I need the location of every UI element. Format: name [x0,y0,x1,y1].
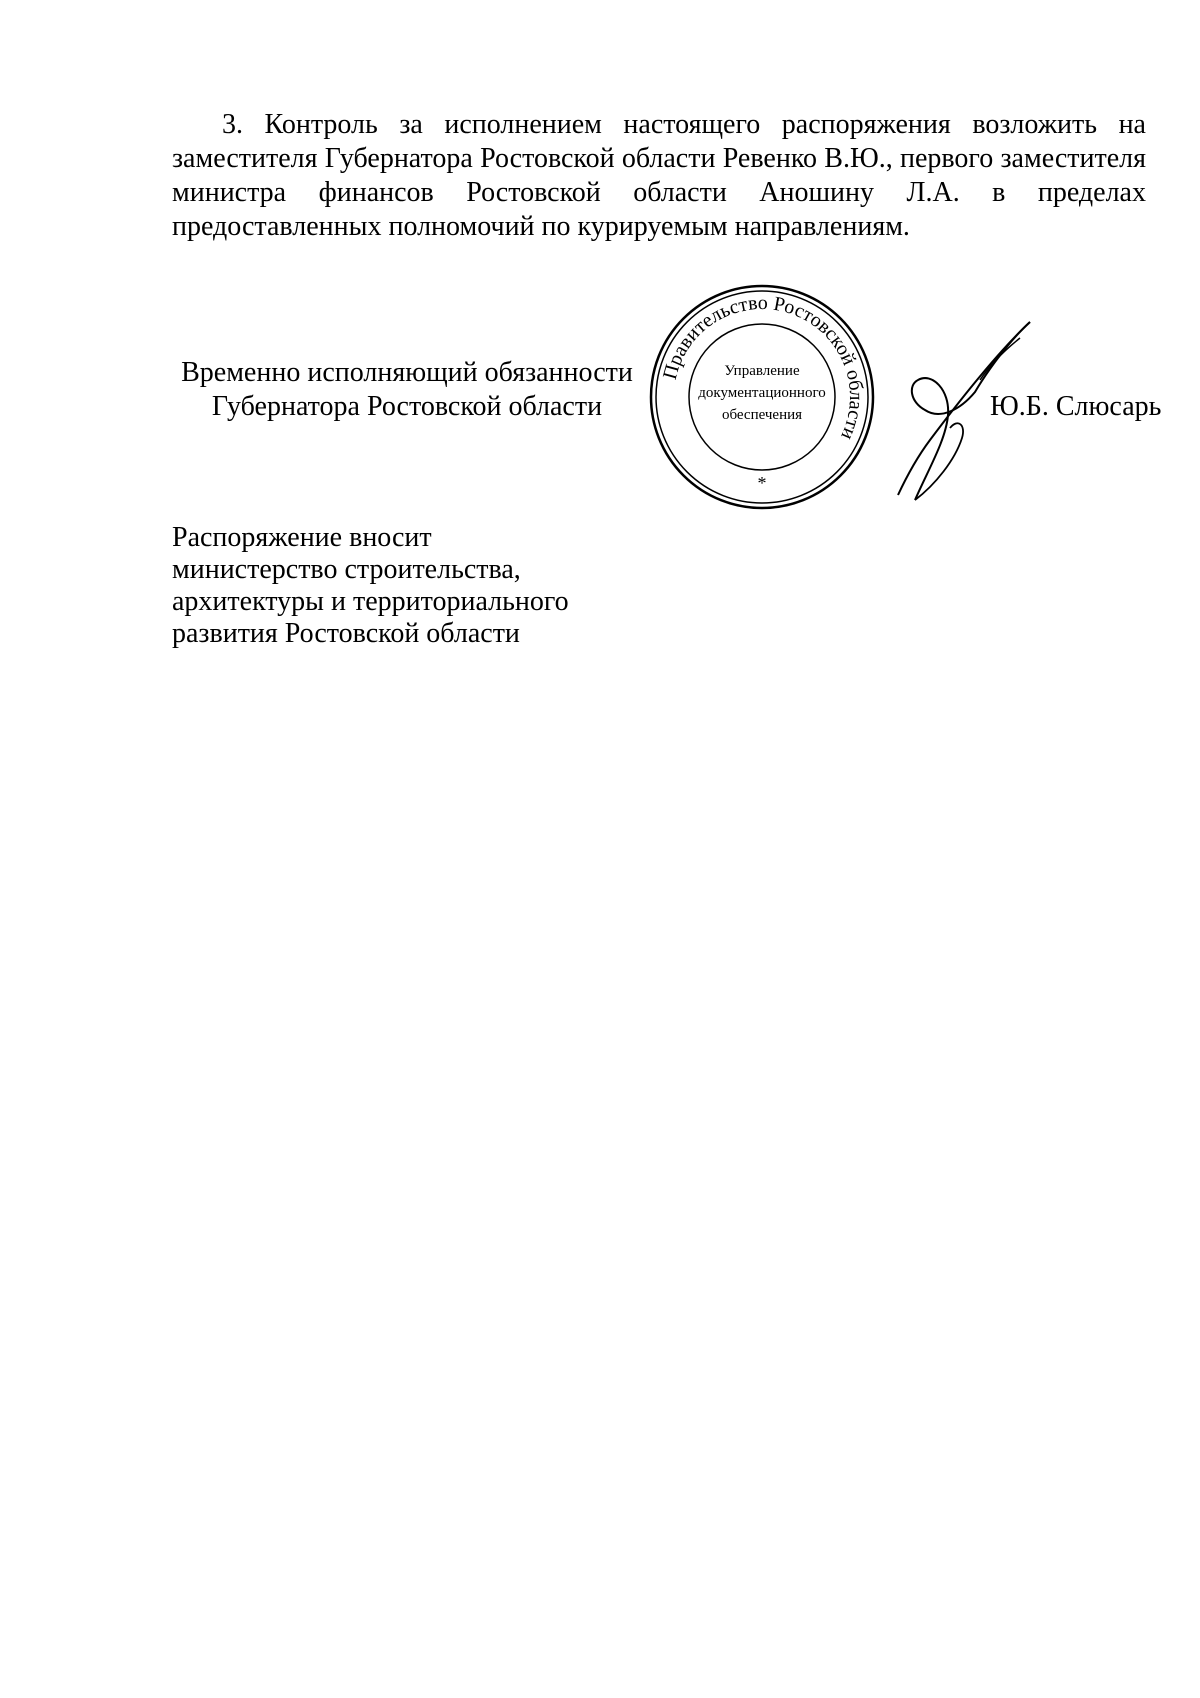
signatory-position [150,356,664,424]
signatory-position-line1: Временно исполняющий обязанности [181,357,633,388]
control-paragraph: 3. Контроль за исполнением настоящего распоряжения возложить на заместителя Губернатора Ростовской области Ревенко В.Ю., первого заместителя министра финансов Ростовской области Аношину Л.А. в пределах предоставленных полномочий по курируемым направлениям. [172,109,1146,242]
submitted-by-note [172,522,692,650]
signatory-name: Ю.Б. Слюсарь [990,391,1162,422]
signatory-position-line2: Губернатора Ростовской области [211,391,603,422]
official-seal [648,283,876,511]
note-line4: развития Ростовской области [172,618,520,649]
seal-star: * [757,473,767,493]
note-line1: Распоряжение вносит [172,522,432,553]
note-line3: архитектуры и территориального [172,586,569,617]
seal-inner-line3: обеспечения [721,407,803,423]
seal-inner-line2: документационного [698,385,826,401]
seal-outer-text: Правительство Ростовской области [658,291,868,444]
seal-inner-line1: Управление [724,363,800,379]
note-line2: министерство строительства, [172,554,521,585]
